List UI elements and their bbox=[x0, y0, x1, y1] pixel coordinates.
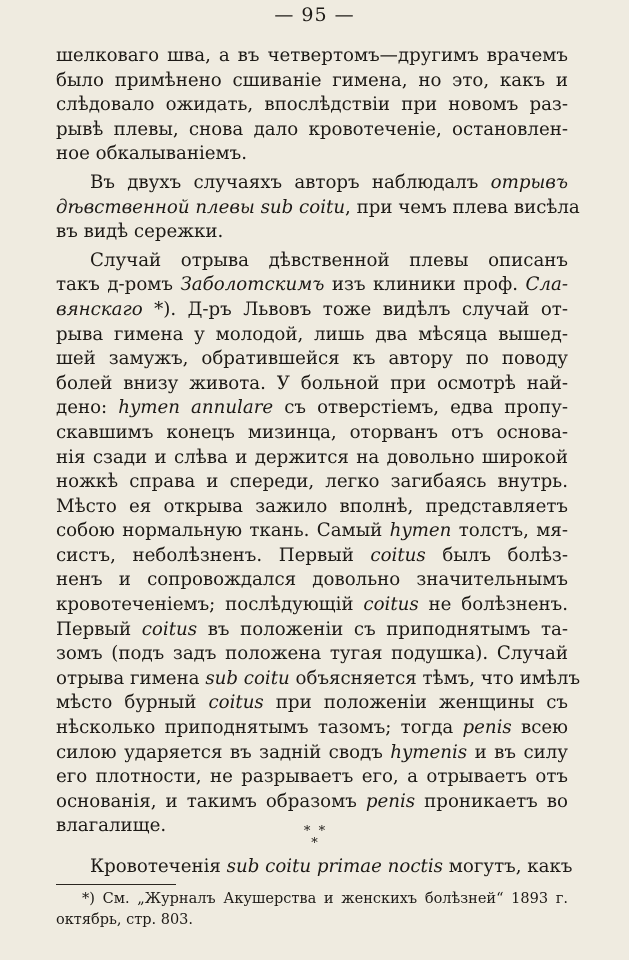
footnote-line: октябрь, стр. 803. bbox=[56, 912, 194, 928]
text-line: скавшимъ конецъ мизинца, оторванъ отъ основа- bbox=[56, 421, 568, 443]
text-line: шелковаго шва, а въ четвертомъ—другимъ врачемъ bbox=[56, 45, 568, 66]
text-line: Первый coitus въ положенiи съ приподнятымъ та- bbox=[56, 618, 568, 640]
text-line: Мѣсто ея открыва зажило вполнѣ, представляетъ bbox=[56, 495, 568, 517]
text-line: собою нормальную ткань. Самый hymen толстъ, мя- bbox=[56, 520, 568, 542]
text-line: ное обкалыванiемъ. bbox=[56, 143, 248, 165]
text-line: такъ д-ромъ Заболотскимъ изъ клиники проф. Сла- bbox=[56, 274, 568, 296]
continuing-paragraph bbox=[56, 855, 573, 880]
text-line: рыва гимена у молодой, лишь два мѣсяца вышед- bbox=[56, 323, 568, 345]
paragraph-2 bbox=[56, 171, 580, 245]
text-line: нiя сзади и слѣва и держится на довольно широкой bbox=[56, 446, 568, 468]
section-asterism: * * * bbox=[303, 824, 326, 851]
body-text bbox=[56, 44, 581, 839]
page-number: — 95 — bbox=[274, 4, 355, 26]
text-line: систъ, неболѣзненъ. Первый coitus былъ болѣз- bbox=[56, 544, 568, 566]
text-line: дено: hymen annulare съ отверстiемъ, едва пропу- bbox=[56, 397, 568, 419]
text-line: дѣвственной плевы sub coitu, при чемъ плева висѣла bbox=[56, 196, 580, 218]
footnote-divider bbox=[56, 884, 176, 885]
text-line: ненъ и сопровождался довольно значительнымъ bbox=[56, 569, 568, 591]
text-line: слѣдовало ожидать, впослѣдствiи при новомъ раз- bbox=[56, 94, 568, 116]
paragraph-3 bbox=[56, 249, 581, 839]
paragraph-1 bbox=[56, 44, 568, 167]
text-line: въ видѣ сережки. bbox=[56, 221, 224, 243]
text-line: шей замужъ, обратившейся къ автору по поводу bbox=[56, 348, 568, 370]
text-line: вянскаго *). Д-ръ Львовъ тоже видѣлъ случай от- bbox=[56, 298, 568, 320]
text-line: основанiя, и такимъ образомъ penis проникаетъ во bbox=[56, 790, 568, 812]
text-line: ножкѣ справа и спереди, легко загибаясь внутрь. bbox=[56, 471, 568, 493]
text-line: рывѣ плевы, снова дало кровотеченiе, остановлен- bbox=[56, 118, 568, 140]
footnote-line: *) См. „Журналъ Акушерства и женскихъ болѣзней“ 1893 г. bbox=[82, 891, 568, 907]
text-line: влагалище. bbox=[56, 815, 167, 837]
text-line: было примѣнено сшиванiе гимена, но это, какъ и bbox=[56, 69, 568, 91]
text-line: силою ударяется въ заднiй сводъ hymenis и въ силу bbox=[56, 741, 569, 763]
text-line: отрыва гимена sub coitu объясняется тѣмъ, что имѣлъ bbox=[56, 667, 581, 689]
text-line: болей внизу живота. У больной при осмотрѣ най- bbox=[56, 372, 568, 394]
text-line: мѣсто бурный coitus при положенiи женщины съ bbox=[56, 692, 568, 714]
text-line: его плотности, не разрываетъ его, а отрываетъ отъ bbox=[56, 766, 568, 788]
text-line: зомъ (подъ задъ положена тугая подушка). Случай bbox=[56, 643, 568, 665]
text-line: Случай отрыва дѣвственной плевы описанъ bbox=[90, 249, 568, 271]
text-line: Кровотеченiя sub coitu primae noctis могутъ, какъ bbox=[90, 856, 573, 877]
text-line: нѣсколько приподнятымъ тазомъ; тогда penis всею bbox=[56, 717, 568, 739]
text-line: кровотеченiемъ; послѣдующiй coitus не болѣзненъ. bbox=[56, 594, 569, 616]
footnote bbox=[56, 889, 568, 931]
text-line: Въ двухъ случаяхъ авторъ наблюдалъ отрывъ bbox=[90, 171, 568, 193]
